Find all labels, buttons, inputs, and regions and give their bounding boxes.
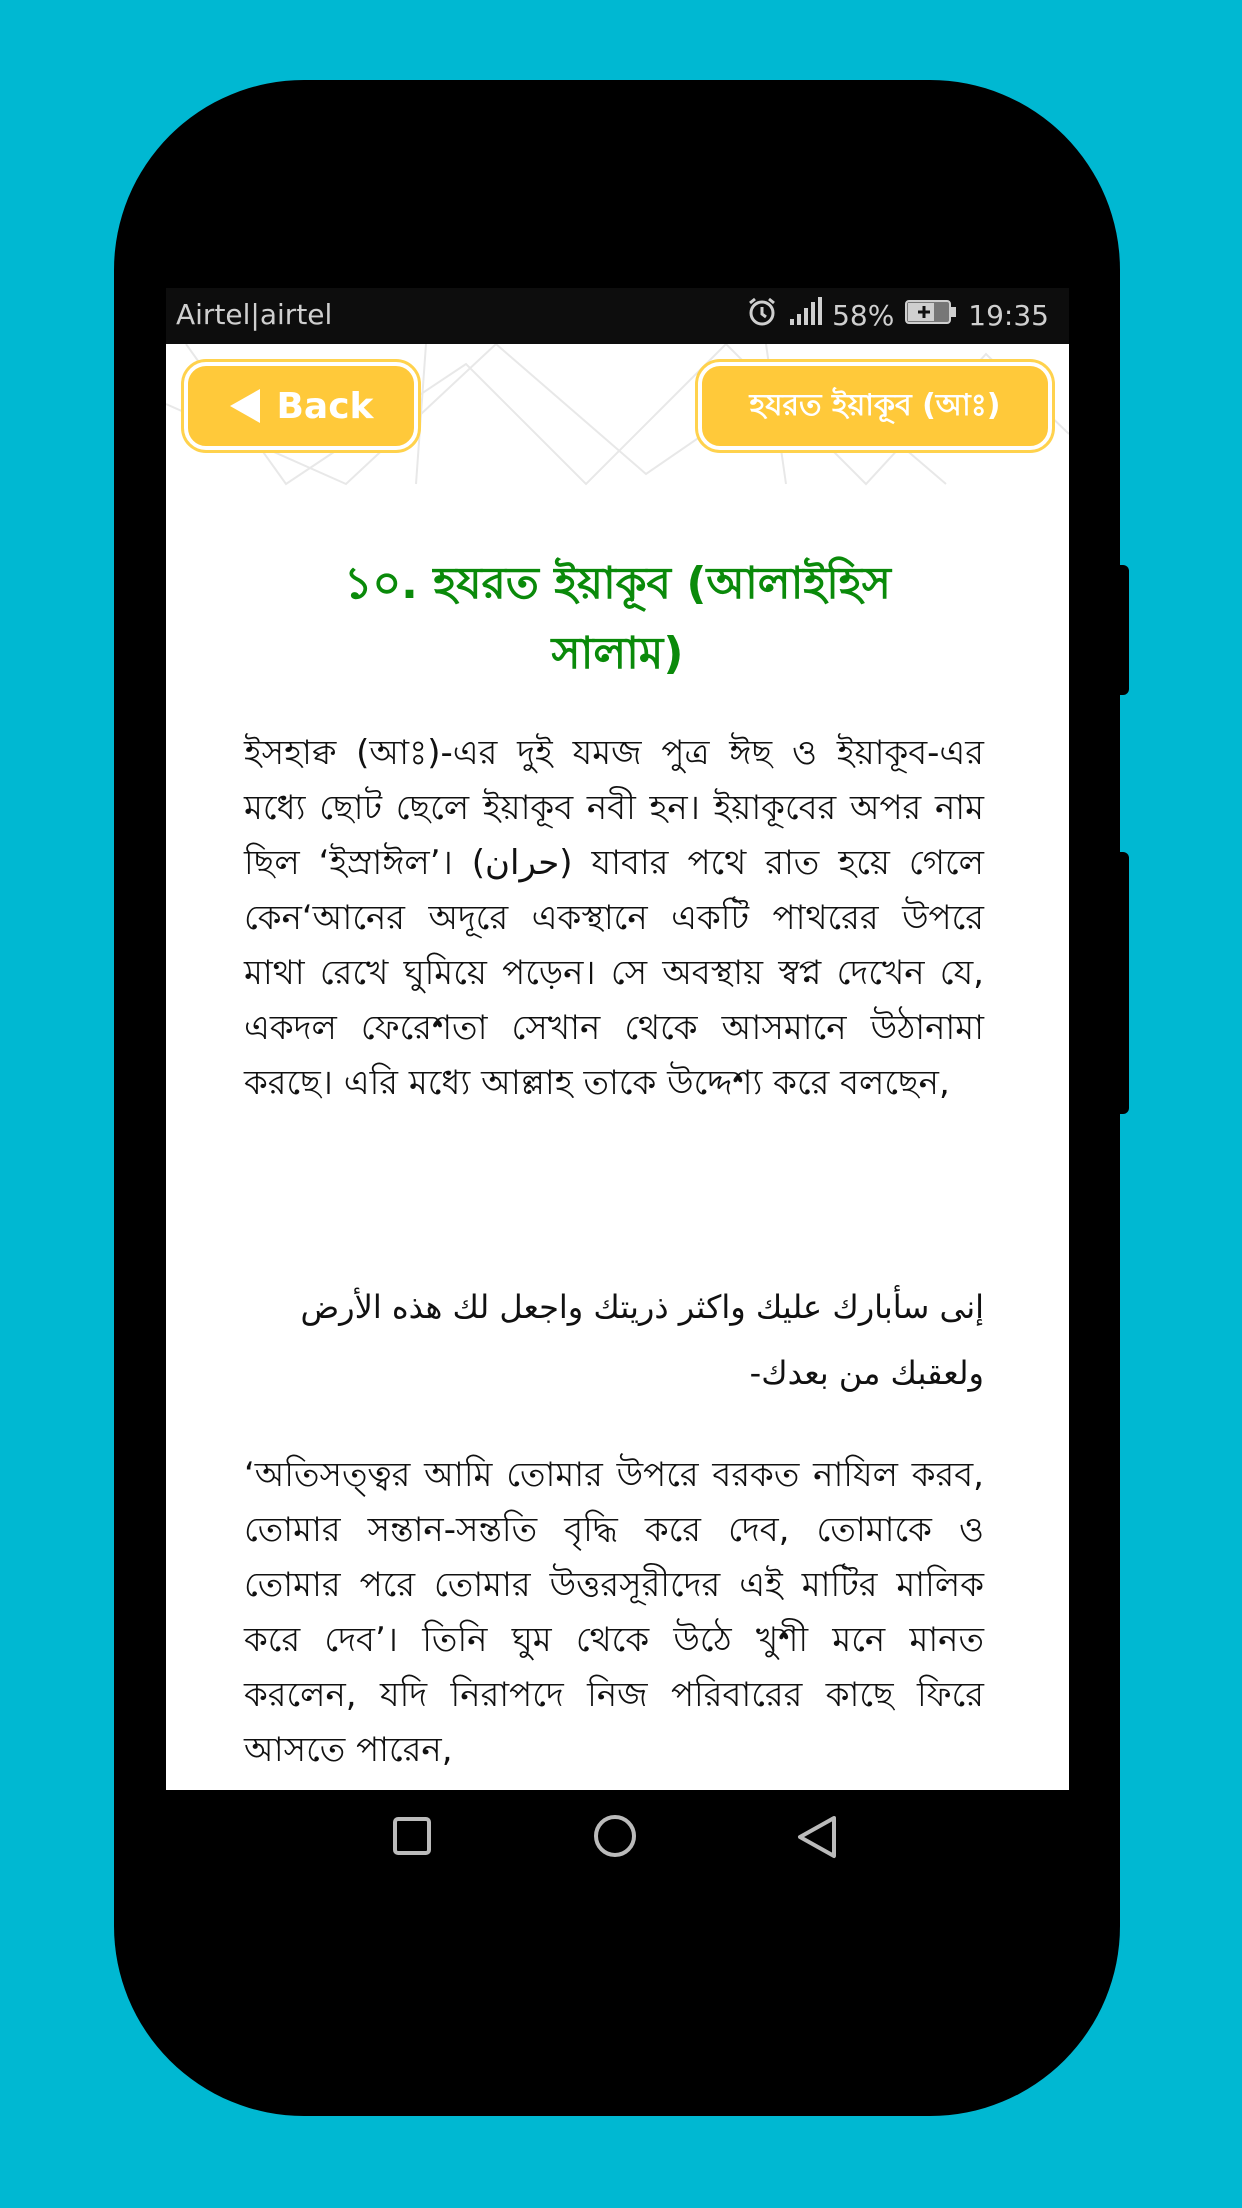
chapter-title: হযরত ইয়াকূব (আঃ) (749, 387, 1001, 423)
paragraph-1: ইসহাক্ব (আঃ)-এর দুই যমজ পুত্র ঈছ ও ইয়াকূব-এর মধ্যে ছোট ছেলে ইয়াকূব নবী হন। ইয়াকূবের অপর নাম ছিল ‘ইস্রাঈল’। (حران) যাবার পথে রাত হয়ে গেলে কেন‘আনের অদূরে একস্থানে একটি পাথরের উপরে মাথা রেখে ঘুমিয়ে পড়েন। সে অবস্থায় স্বপ্ন দেখেন যে, একদল ফেরেশতা সেখান থেকে আসমানে উঠানামা করছে। এরি মধ্যে আল্লাহ তাকে উদ্দেশ্য করে বলছেন, (244, 733, 984, 1103)
status-icons (746, 296, 1049, 335)
heading-line-1: ১০. হযরত ইয়াকূব (আলাইহিস (344, 558, 891, 609)
navigation-bar (166, 1790, 1069, 1884)
chapter-title-button[interactable] (698, 362, 1052, 450)
back-label: Back (276, 385, 374, 427)
power-button (1120, 852, 1129, 1114)
battery-icon (904, 298, 958, 333)
article-heading (226, 549, 1009, 689)
signal-icon (788, 297, 822, 334)
recents-icon[interactable] (392, 1816, 432, 1860)
alarm-icon (746, 296, 778, 335)
article-view[interactable] (166, 344, 1069, 1790)
heading-line-2: সালাম) (551, 628, 684, 679)
home-icon[interactable] (593, 1814, 637, 1862)
arabic-verse: إنى سأبارك عليك واكثر ذريتك واجعل لك هذه الأرض ولعقبك من بعدك- (300, 1288, 984, 1392)
carrier-name: Airtel|airtel (176, 298, 333, 331)
back-arrow-icon (228, 387, 262, 425)
battery-percent: 58% (832, 299, 895, 332)
status-bar (166, 288, 1069, 344)
nav-back-icon[interactable] (796, 1814, 838, 1864)
volume-button (1120, 565, 1129, 695)
back-button[interactable] (184, 362, 418, 450)
clock: 19:35 (968, 299, 1049, 332)
paragraph-2: ‘অতিসত্ত্বর আমি তোমার উপরে বরকত নাযিল করব, তোমার সন্তান-সন্ততি বৃদ্ধি করে দেব, তোমাকে ও তোমার পরে তোমার উত্তরসূরীদের এই মাটির মালিক করে দেব’। তিনি ঘুম থেকে উঠে খুশী মনে মানত করলেন, যদি নিরাপদে নিজ পরিবারের কাছে ফিরে আসতে পারেন, (244, 1455, 984, 1770)
